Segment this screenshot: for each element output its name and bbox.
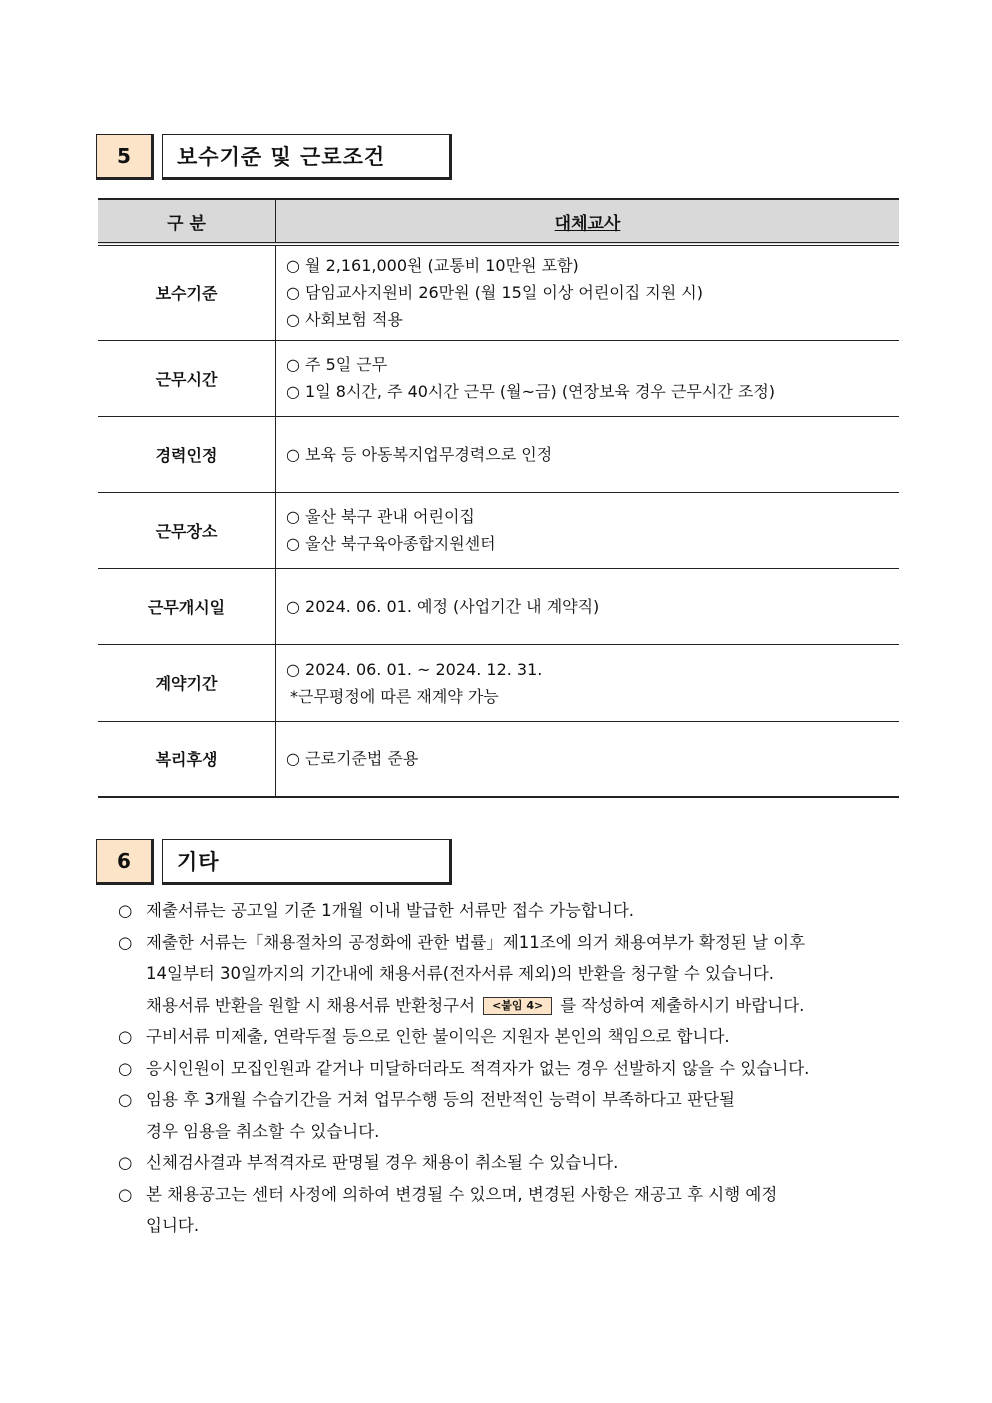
header-substitute-teacher: 대체교사: [276, 199, 900, 244]
item-continuation: 14일부터 30일까지의 기간내에 채용서류(전자서류 제외)의 반환을 청구할 수 있습니다.: [146, 964, 775, 983]
row-value: [276, 644, 900, 721]
attachment-tag: <붙임 4>: [483, 997, 552, 1015]
item-continuation: [118, 990, 898, 1022]
list-item: [118, 1147, 898, 1179]
circle-bullet: ○: [118, 932, 133, 952]
section-6-title: 기타: [162, 839, 452, 885]
row-label: 근무장소: [98, 492, 276, 568]
section-5-number: 5: [96, 134, 154, 180]
list-item: [118, 1053, 898, 1085]
value-line: ○ 울산 북구 관내 어린이집: [286, 507, 475, 526]
row-label: 근무시간: [98, 340, 276, 416]
value-line: ○ 근로기준법 준용: [286, 749, 419, 769]
value-line: ○ 담임교사지원비 26만원 (월 15일 이상 어린이집 지원 시): [286, 283, 703, 303]
item-text: 본 채용공고는 센터 사정에 의하여 변경될 수 있으며, 변경된 사항은 재공고 후 시행 예정: [146, 1184, 778, 1204]
row-label: 계약기간: [98, 644, 276, 721]
list-item: [118, 1084, 898, 1116]
row-value: [276, 721, 900, 797]
row-value: [276, 340, 900, 416]
circle-bullet: ○: [118, 1058, 133, 1078]
item-continuation: 경우 임용을 취소할 수 있습니다.: [146, 1121, 380, 1141]
row-value: [276, 492, 900, 568]
item-text: 응시인원이 모집인원과 같거나 미달하더라도 적격자가 없는 경우 선발하지 않을 수 있습니다.: [146, 1058, 810, 1078]
value-line: ○ 보육 등 아동복지업무경력으로 인정: [286, 444, 553, 464]
circle-bullet: ○: [118, 1184, 133, 1204]
row-label: 복리후생: [98, 721, 276, 797]
item-text: 채용서류 반환을 원할 시 채용서류 반환청구서: [146, 995, 476, 1015]
circle-bullet: ○: [118, 1027, 133, 1046]
item-text: 신체검사결과 부적격자로 판명될 경우 채용이 취소될 수 있습니다.: [146, 1153, 619, 1172]
item-text: 제출한 서류는「채용절차의 공정화에 관한 법률」제11조에 의거 채용여부가 확정된 날 이후: [146, 932, 806, 952]
table-row: [98, 644, 899, 721]
item-text: 임용 후 3개월 수습기간을 거쳐 업무수행 등의 전반적인 능력이 부족하다고 판단될: [146, 1090, 735, 1109]
row-label: 경력인정: [98, 416, 276, 492]
table-row: [98, 492, 899, 568]
value-line: ○ 1일 8시간, 주 40시간 근무 (월~금) (연장보육 경우 근무시간 조정): [286, 382, 776, 401]
value-line: ○ 사회보험 적용: [286, 310, 403, 330]
section-5-title: 보수기준 및 근로조건: [162, 134, 452, 180]
value-line: ○ 2024. 06. 01. 예정 (사업기간 내 계약직): [286, 596, 600, 616]
row-label: 보수기준: [98, 244, 276, 340]
table-row: [98, 568, 899, 644]
value-line: ○ 2024. 06. 01. ~ 2024. 12. 31.: [286, 659, 543, 679]
item-text: 구비서류 미제출, 연락두절 등으로 인한 불이익은 지원자 본인의 책임으로 합니다.: [146, 1027, 730, 1046]
row-value: [276, 244, 900, 340]
table-row: [98, 340, 899, 416]
other-notes-list: [118, 895, 898, 1242]
list-item: [118, 895, 898, 927]
value-line: ○ 울산 북구육아종합지원센터: [286, 534, 496, 553]
section-6-number: 6: [96, 839, 154, 885]
list-item: [118, 1021, 898, 1053]
row-value: [276, 416, 900, 492]
table-header-row: [98, 199, 899, 244]
list-item: [118, 927, 898, 959]
circle-bullet: ○: [118, 1153, 133, 1172]
value-line: ○ 주 5일 근무: [286, 355, 388, 374]
row-value: [276, 568, 900, 644]
conditions-table: [98, 198, 899, 798]
item-continuation: 입니다.: [146, 1216, 200, 1235]
value-line: ○ 월 2,161,000원 (교통비 10만원 포함): [286, 256, 579, 276]
table-row: [98, 416, 899, 492]
row-label: 근무개시일: [98, 568, 276, 644]
value-note: *근무평정에 따른 재계약 가능: [290, 686, 499, 706]
item-text: 를 작성하여 제출하시기 바랍니다.: [560, 995, 805, 1015]
header-category: 구 분: [98, 199, 276, 244]
circle-bullet: ○: [118, 1090, 133, 1109]
item-text: 제출서류는 공고일 기준 1개월 이내 발급한 서류만 접수 가능합니다.: [146, 901, 635, 920]
table-row: [98, 721, 899, 797]
table-row: [98, 244, 899, 340]
circle-bullet: ○: [118, 901, 133, 920]
list-item: [118, 1179, 898, 1211]
